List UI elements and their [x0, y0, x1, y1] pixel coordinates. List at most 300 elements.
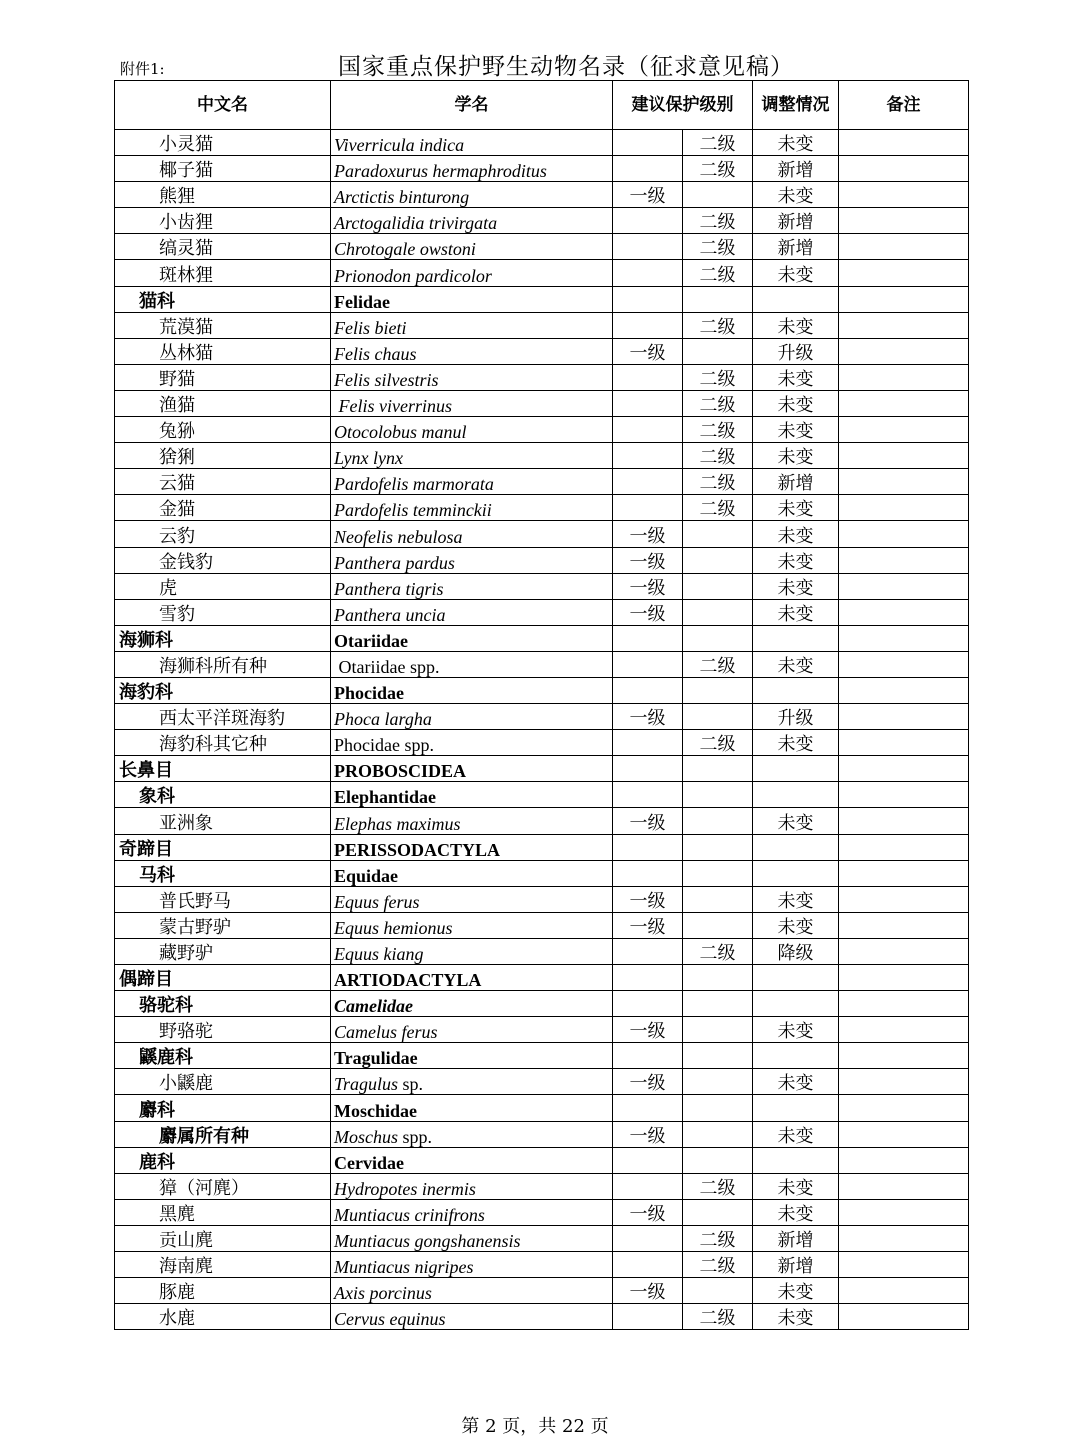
table-row [115, 860, 969, 886]
chinese-name-cell: 骆驼科 [115, 991, 331, 1017]
adjustment-cell: 未变 [753, 808, 839, 834]
remarks-cell [839, 1069, 969, 1095]
level-2-cell [683, 886, 753, 912]
adjustment-cell: 未变 [753, 1304, 839, 1330]
scientific-name-cell [331, 1121, 613, 1147]
table-row [115, 469, 969, 495]
level-2-cell [683, 704, 753, 730]
remarks-cell [839, 1173, 969, 1199]
remarks-cell [839, 625, 969, 651]
level-1-cell [613, 677, 683, 703]
remarks-cell [839, 991, 969, 1017]
adjustment-cell: 未变 [753, 417, 839, 443]
level-1-cell: 一级 [613, 599, 683, 625]
table-row [115, 234, 969, 260]
adjustment-cell: 升级 [753, 338, 839, 364]
scientific-name-cell: Felis viverrinus [331, 390, 613, 416]
level-2-cell [683, 1199, 753, 1225]
chinese-name-cell: 云豹 [115, 521, 331, 547]
remarks-cell [839, 208, 969, 234]
chinese-name-cell: 海狮科所有种 [115, 651, 331, 677]
scientific-name-cell: Felis chaus [331, 338, 613, 364]
chinese-name-cell: 渔猫 [115, 390, 331, 416]
level-1-cell [613, 1304, 683, 1330]
level-2-cell: 二级 [683, 651, 753, 677]
adjustment-cell: 未变 [753, 1278, 839, 1304]
adjustment-cell [753, 965, 839, 991]
chinese-name-cell: 贡山麂 [115, 1225, 331, 1251]
adjustment-cell [753, 625, 839, 651]
chinese-name-cell: 熊狸 [115, 182, 331, 208]
adjustment-cell: 新增 [753, 208, 839, 234]
remarks-cell [839, 338, 969, 364]
species-suffix: spp. [398, 1126, 433, 1147]
scientific-name-cell: Phoca largha [331, 704, 613, 730]
level-1-cell: 一级 [613, 1121, 683, 1147]
level-1-cell [613, 286, 683, 312]
level-2-cell [683, 965, 753, 991]
adjustment-cell: 未变 [753, 312, 839, 338]
level-2-cell: 二级 [683, 938, 753, 964]
table-row [115, 286, 969, 312]
remarks-cell [839, 704, 969, 730]
table-row [115, 130, 969, 156]
scientific-name-cell: Pardofelis temminckii [331, 495, 613, 521]
adjustment-cell: 未变 [753, 130, 839, 156]
remarks-cell [839, 599, 969, 625]
remarks-cell [839, 547, 969, 573]
level-2-cell: 二级 [683, 208, 753, 234]
header-protection-level: 建议保护级别 [613, 81, 753, 130]
table-row [115, 156, 969, 182]
table-row [115, 1252, 969, 1278]
scientific-name-cell: Arctictis binturong [331, 182, 613, 208]
table-row [115, 756, 969, 782]
table-row [115, 808, 969, 834]
chinese-name-cell: 小鼷鹿 [115, 1069, 331, 1095]
level-1-cell [613, 782, 683, 808]
table-row [115, 1173, 969, 1199]
remarks-cell [839, 677, 969, 703]
chinese-name-cell: 猞猁 [115, 443, 331, 469]
table-row [115, 182, 969, 208]
level-1-cell [613, 130, 683, 156]
remarks-cell [839, 443, 969, 469]
header-remarks: 备注 [839, 81, 969, 130]
adjustment-cell: 新增 [753, 1252, 839, 1278]
scientific-name-cell: Felis bieti [331, 312, 613, 338]
table-row [115, 938, 969, 964]
scientific-name-cell: Equus kiang [331, 938, 613, 964]
remarks-cell [839, 521, 969, 547]
table-row [115, 417, 969, 443]
remarks-cell [839, 1017, 969, 1043]
scientific-name-cell: Cervidae [331, 1147, 613, 1173]
scientific-name-cell: Equidae [331, 860, 613, 886]
scientific-name-cell: Panthera uncia [331, 599, 613, 625]
scientific-name-cell [331, 1069, 613, 1095]
level-2-cell: 二级 [683, 1304, 753, 1330]
level-1-cell: 一级 [613, 547, 683, 573]
chinese-name-cell: 野猫 [115, 364, 331, 390]
remarks-cell [839, 417, 969, 443]
chinese-name-cell: 海南麂 [115, 1252, 331, 1278]
level-2-cell [683, 912, 753, 938]
level-2-cell [683, 1121, 753, 1147]
level-1-cell: 一级 [613, 808, 683, 834]
level-1-cell [613, 390, 683, 416]
header-adjustment: 调整情况 [753, 81, 839, 130]
scientific-name-cell: Otocolobus manul [331, 417, 613, 443]
adjustment-cell: 未变 [753, 547, 839, 573]
table-row [115, 677, 969, 703]
table-row [115, 965, 969, 991]
table-row [115, 599, 969, 625]
chinese-name-cell: 海豹科其它种 [115, 730, 331, 756]
level-1-cell: 一级 [613, 1069, 683, 1095]
level-1-cell: 一级 [613, 1278, 683, 1304]
level-1-cell [613, 938, 683, 964]
level-1-cell [613, 991, 683, 1017]
table-header-row [115, 81, 969, 130]
scientific-name-cell: Pardofelis marmorata [331, 469, 613, 495]
remarks-cell [839, 782, 969, 808]
level-2-cell: 二级 [683, 156, 753, 182]
chinese-name-cell: 黑麂 [115, 1199, 331, 1225]
remarks-cell [839, 1095, 969, 1121]
chinese-name-cell: 斑林狸 [115, 260, 331, 286]
header-chinese-name: 中文名 [115, 81, 331, 130]
level-2-cell [683, 547, 753, 573]
remarks-cell [839, 573, 969, 599]
adjustment-cell: 降级 [753, 938, 839, 964]
scientific-name-cell: Hydropotes inermis [331, 1173, 613, 1199]
level-1-cell [613, 312, 683, 338]
remarks-cell [839, 730, 969, 756]
remarks-cell [839, 1304, 969, 1330]
level-2-cell [683, 1069, 753, 1095]
level-1-cell [613, 156, 683, 182]
adjustment-cell: 未变 [753, 651, 839, 677]
level-2-cell: 二级 [683, 130, 753, 156]
scientific-name-cell: Equus hemionus [331, 912, 613, 938]
level-1-cell [613, 756, 683, 782]
scientific-name-cell: Camelus ferus [331, 1017, 613, 1043]
remarks-cell [839, 312, 969, 338]
genus-name: Tragulus [334, 1074, 399, 1095]
adjustment-cell: 未变 [753, 573, 839, 599]
table-row [115, 390, 969, 416]
chinese-name-cell: 蒙古野驴 [115, 912, 331, 938]
level-2-cell [683, 573, 753, 599]
scientific-name-cell: Axis porcinus [331, 1278, 613, 1304]
level-1-cell [613, 1225, 683, 1251]
chinese-name-cell: 麝属所有种 [115, 1121, 331, 1147]
remarks-cell [839, 182, 969, 208]
level-2-cell [683, 521, 753, 547]
adjustment-cell: 未变 [753, 364, 839, 390]
adjustment-cell: 未变 [753, 599, 839, 625]
chinese-name-cell: 野骆驼 [115, 1017, 331, 1043]
scientific-name-cell: Viverricula indica [331, 130, 613, 156]
scientific-name-cell: Muntiacus crinifrons [331, 1199, 613, 1225]
level-2-cell [683, 991, 753, 1017]
chinese-name-cell: 小齿狸 [115, 208, 331, 234]
chinese-name-cell: 云猫 [115, 469, 331, 495]
remarks-cell [839, 1147, 969, 1173]
level-1-cell [613, 1095, 683, 1121]
scientific-name-cell: Phocidae [331, 677, 613, 703]
level-2-cell [683, 182, 753, 208]
remarks-cell [839, 1199, 969, 1225]
level-1-cell: 一级 [613, 1199, 683, 1225]
level-1-cell [613, 860, 683, 886]
chinese-name-cell: 马科 [115, 860, 331, 886]
table-row [115, 991, 969, 1017]
attachment-label: 附件1: [120, 60, 165, 78]
species-suffix: sp. [398, 1074, 424, 1095]
table-row [115, 573, 969, 599]
scientific-name-cell: Muntiacus nigripes [331, 1252, 613, 1278]
chinese-name-cell: 兔狲 [115, 417, 331, 443]
level-2-cell: 二级 [683, 390, 753, 416]
level-1-cell: 一级 [613, 182, 683, 208]
chinese-name-cell: 水鹿 [115, 1304, 331, 1330]
adjustment-cell: 未变 [753, 1069, 839, 1095]
adjustment-cell: 未变 [753, 1017, 839, 1043]
adjustment-cell [753, 1095, 839, 1121]
scientific-name-cell: Otariidae spp. [331, 651, 613, 677]
table-row [115, 886, 969, 912]
page-number: 第 2 页，共 22 页 [461, 1416, 609, 1437]
scientific-name-cell: Cervus equinus [331, 1304, 613, 1330]
chinese-name-cell: 丛林猫 [115, 338, 331, 364]
level-1-cell [613, 965, 683, 991]
adjustment-cell: 未变 [753, 260, 839, 286]
level-2-cell: 二级 [683, 364, 753, 390]
level-2-cell [683, 808, 753, 834]
adjustment-cell [753, 677, 839, 703]
table-row [115, 495, 969, 521]
table-row [115, 1121, 969, 1147]
chinese-name-cell: 鹿科 [115, 1147, 331, 1173]
remarks-cell [839, 469, 969, 495]
scientific-name-cell: Phocidae spp. [331, 730, 613, 756]
adjustment-cell: 未变 [753, 521, 839, 547]
adjustment-cell: 新增 [753, 1225, 839, 1251]
adjustment-cell [753, 860, 839, 886]
table-row [115, 443, 969, 469]
level-2-cell: 二级 [683, 260, 753, 286]
adjustment-cell [753, 756, 839, 782]
chinese-name-cell: 豚鹿 [115, 1278, 331, 1304]
level-2-cell [683, 756, 753, 782]
adjustment-cell: 未变 [753, 886, 839, 912]
scientific-name-cell: Tragulidae [331, 1043, 613, 1069]
scientific-name-cell: Moschidae [331, 1095, 613, 1121]
scientific-name-cell: Panthera pardus [331, 547, 613, 573]
level-1-cell: 一级 [613, 521, 683, 547]
table-row [115, 260, 969, 286]
level-1-cell [613, 651, 683, 677]
table-body [115, 130, 969, 1330]
level-1-cell [613, 1147, 683, 1173]
level-1-cell: 一级 [613, 704, 683, 730]
adjustment-cell: 升级 [753, 704, 839, 730]
remarks-cell [839, 886, 969, 912]
protected-species-table [114, 80, 969, 1330]
level-1-cell [613, 417, 683, 443]
level-1-cell [613, 834, 683, 860]
scientific-name-cell: Equus ferus [331, 886, 613, 912]
adjustment-cell [753, 782, 839, 808]
scientific-name-cell: ARTIODACTYLA [331, 965, 613, 991]
table-row [115, 1199, 969, 1225]
remarks-cell [839, 912, 969, 938]
level-1-cell: 一级 [613, 912, 683, 938]
level-2-cell: 二级 [683, 234, 753, 260]
table-row [115, 338, 969, 364]
chinese-name-cell: 獐（河麂） [115, 1173, 331, 1199]
remarks-cell [839, 1043, 969, 1069]
level-1-cell [613, 1043, 683, 1069]
level-1-cell [613, 1252, 683, 1278]
table-row [115, 1043, 969, 1069]
table-row [115, 312, 969, 338]
adjustment-cell: 未变 [753, 1121, 839, 1147]
level-1-cell [613, 730, 683, 756]
level-2-cell [683, 625, 753, 651]
level-2-cell: 二级 [683, 1252, 753, 1278]
level-2-cell: 二级 [683, 312, 753, 338]
level-2-cell: 二级 [683, 469, 753, 495]
remarks-cell [839, 651, 969, 677]
adjustment-cell [753, 286, 839, 312]
level-2-cell: 二级 [683, 730, 753, 756]
scientific-name-cell: Elephantidae [331, 782, 613, 808]
scientific-name-cell: Camelidae [331, 991, 613, 1017]
scientific-name-cell: Muntiacus gongshanensis [331, 1225, 613, 1251]
level-1-cell [613, 495, 683, 521]
adjustment-cell [753, 1147, 839, 1173]
adjustment-cell [753, 834, 839, 860]
chinese-name-cell: 猫科 [115, 286, 331, 312]
level-2-cell: 二级 [683, 495, 753, 521]
table-row [115, 704, 969, 730]
level-2-cell [683, 599, 753, 625]
scientific-name-cell: Paradoxurus hermaphroditus [331, 156, 613, 182]
level-2-cell [683, 860, 753, 886]
genus-name: Moschus [334, 1126, 398, 1147]
level-2-cell [683, 286, 753, 312]
adjustment-cell: 未变 [753, 390, 839, 416]
level-2-cell [683, 782, 753, 808]
scientific-name-cell: Otariidae [331, 625, 613, 651]
header-scientific-name: 学名 [331, 81, 613, 130]
adjustment-cell: 未变 [753, 1173, 839, 1199]
remarks-cell [839, 860, 969, 886]
table-row [115, 730, 969, 756]
level-2-cell [683, 834, 753, 860]
remarks-cell [839, 834, 969, 860]
remarks-cell [839, 756, 969, 782]
level-1-cell [613, 1173, 683, 1199]
chinese-name-cell: 金猫 [115, 495, 331, 521]
level-1-cell [613, 443, 683, 469]
level-1-cell [613, 364, 683, 390]
remarks-cell [839, 1121, 969, 1147]
chinese-name-cell: 麝科 [115, 1095, 331, 1121]
level-2-cell [683, 1017, 753, 1043]
chinese-name-cell: 缟灵猫 [115, 234, 331, 260]
table-row [115, 364, 969, 390]
chinese-name-cell: 藏野驴 [115, 938, 331, 964]
level-1-cell: 一级 [613, 886, 683, 912]
remarks-cell [839, 390, 969, 416]
chinese-name-cell: 海豹科 [115, 677, 331, 703]
level-2-cell [683, 1147, 753, 1173]
chinese-name-cell: 亚洲象 [115, 808, 331, 834]
level-2-cell [683, 1278, 753, 1304]
remarks-cell [839, 286, 969, 312]
remarks-cell [839, 965, 969, 991]
chinese-name-cell: 鼷鹿科 [115, 1043, 331, 1069]
remarks-cell [839, 364, 969, 390]
level-1-cell: 一级 [613, 573, 683, 599]
level-2-cell: 二级 [683, 1225, 753, 1251]
scientific-name-cell: Felis silvestris [331, 364, 613, 390]
scientific-name-cell: Chrotogale owstoni [331, 234, 613, 260]
level-1-cell [613, 260, 683, 286]
table-row [115, 208, 969, 234]
adjustment-cell: 未变 [753, 182, 839, 208]
chinese-name-cell: 虎 [115, 573, 331, 599]
table-row [115, 625, 969, 651]
level-1-cell [613, 208, 683, 234]
level-2-cell: 二级 [683, 443, 753, 469]
table-row [115, 547, 969, 573]
chinese-name-cell: 小灵猫 [115, 130, 331, 156]
scientific-name-cell: Prionodon pardicolor [331, 260, 613, 286]
level-2-cell [683, 1043, 753, 1069]
chinese-name-cell: 海狮科 [115, 625, 331, 651]
table-row [115, 1069, 969, 1095]
remarks-cell [839, 1278, 969, 1304]
adjustment-cell: 未变 [753, 1199, 839, 1225]
adjustment-cell: 未变 [753, 730, 839, 756]
table-row [115, 834, 969, 860]
chinese-name-cell: 椰子猫 [115, 156, 331, 182]
chinese-name-cell: 象科 [115, 782, 331, 808]
level-2-cell [683, 1095, 753, 1121]
scientific-name-cell: Felidae [331, 286, 613, 312]
scientific-name-cell: Neofelis nebulosa [331, 521, 613, 547]
table-row [115, 521, 969, 547]
adjustment-cell: 新增 [753, 234, 839, 260]
table-row [115, 1095, 969, 1121]
level-2-cell [683, 677, 753, 703]
level-2-cell: 二级 [683, 417, 753, 443]
adjustment-cell: 新增 [753, 156, 839, 182]
remarks-cell [839, 234, 969, 260]
table-row [115, 912, 969, 938]
document-title: 国家重点保护野生动物名录（征求意见稿） [338, 54, 794, 80]
adjustment-cell [753, 1043, 839, 1069]
table-row [115, 1017, 969, 1043]
level-1-cell [613, 234, 683, 260]
adjustment-cell [753, 991, 839, 1017]
chinese-name-cell: 金钱豹 [115, 547, 331, 573]
